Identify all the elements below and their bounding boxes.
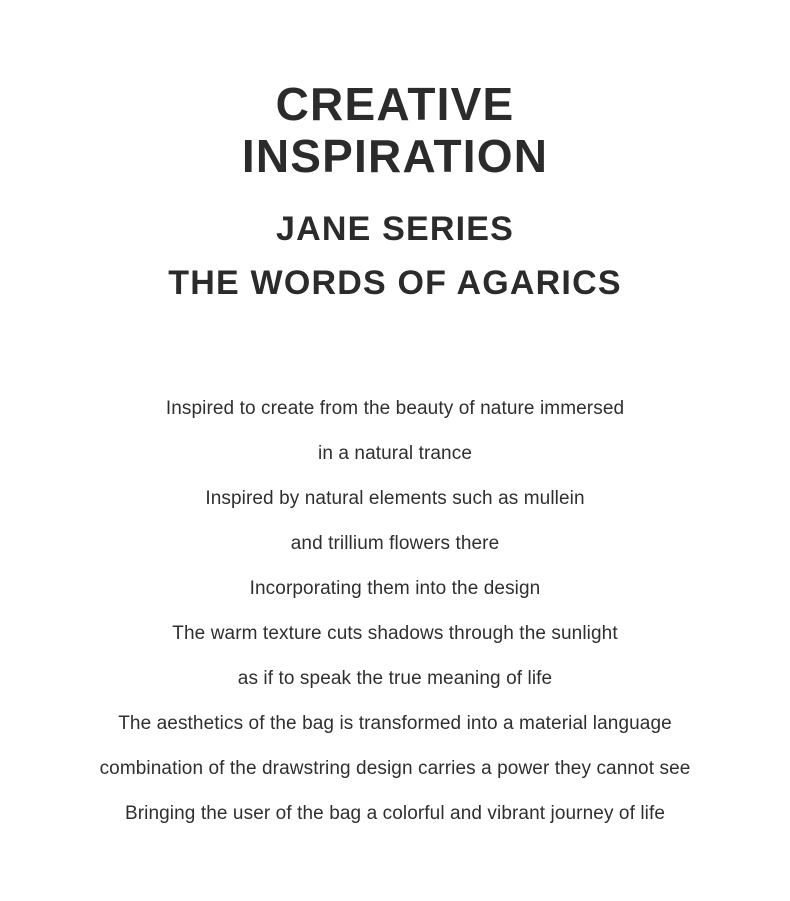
body-line: Bringing the user of the bag a colorful and vibrant journey of life	[124, 803, 666, 824]
body-line: combination of the drawstring design carries a power they cannot see	[99, 758, 691, 779]
body-line: Inspired to create from the beauty of nature immersed	[165, 398, 625, 419]
page-title-line-1: CREATIVE	[275, 78, 515, 130]
body-line: in a natural trance	[318, 443, 472, 464]
subtitle-line-2: THE WORDS OF AGARICS	[168, 264, 622, 302]
body-line: and trillium flowers there	[290, 533, 500, 554]
body-line: Inspired by natural elements such as mullein	[205, 488, 585, 509]
body-line: as if to speak the true meaning of life	[237, 668, 553, 689]
body-line: The aesthetics of the bag is transformed into a material language	[118, 713, 672, 734]
body-text-block	[0, 386, 790, 836]
subtitle-line-1: JANE SERIES	[275, 210, 515, 248]
headline-block	[0, 78, 790, 310]
body-line: Incorporating them into the design	[249, 578, 541, 599]
page-title-line-2: INSPIRATION	[241, 130, 549, 182]
body-line: The warm texture cuts shadows through the sunlight	[172, 623, 618, 644]
